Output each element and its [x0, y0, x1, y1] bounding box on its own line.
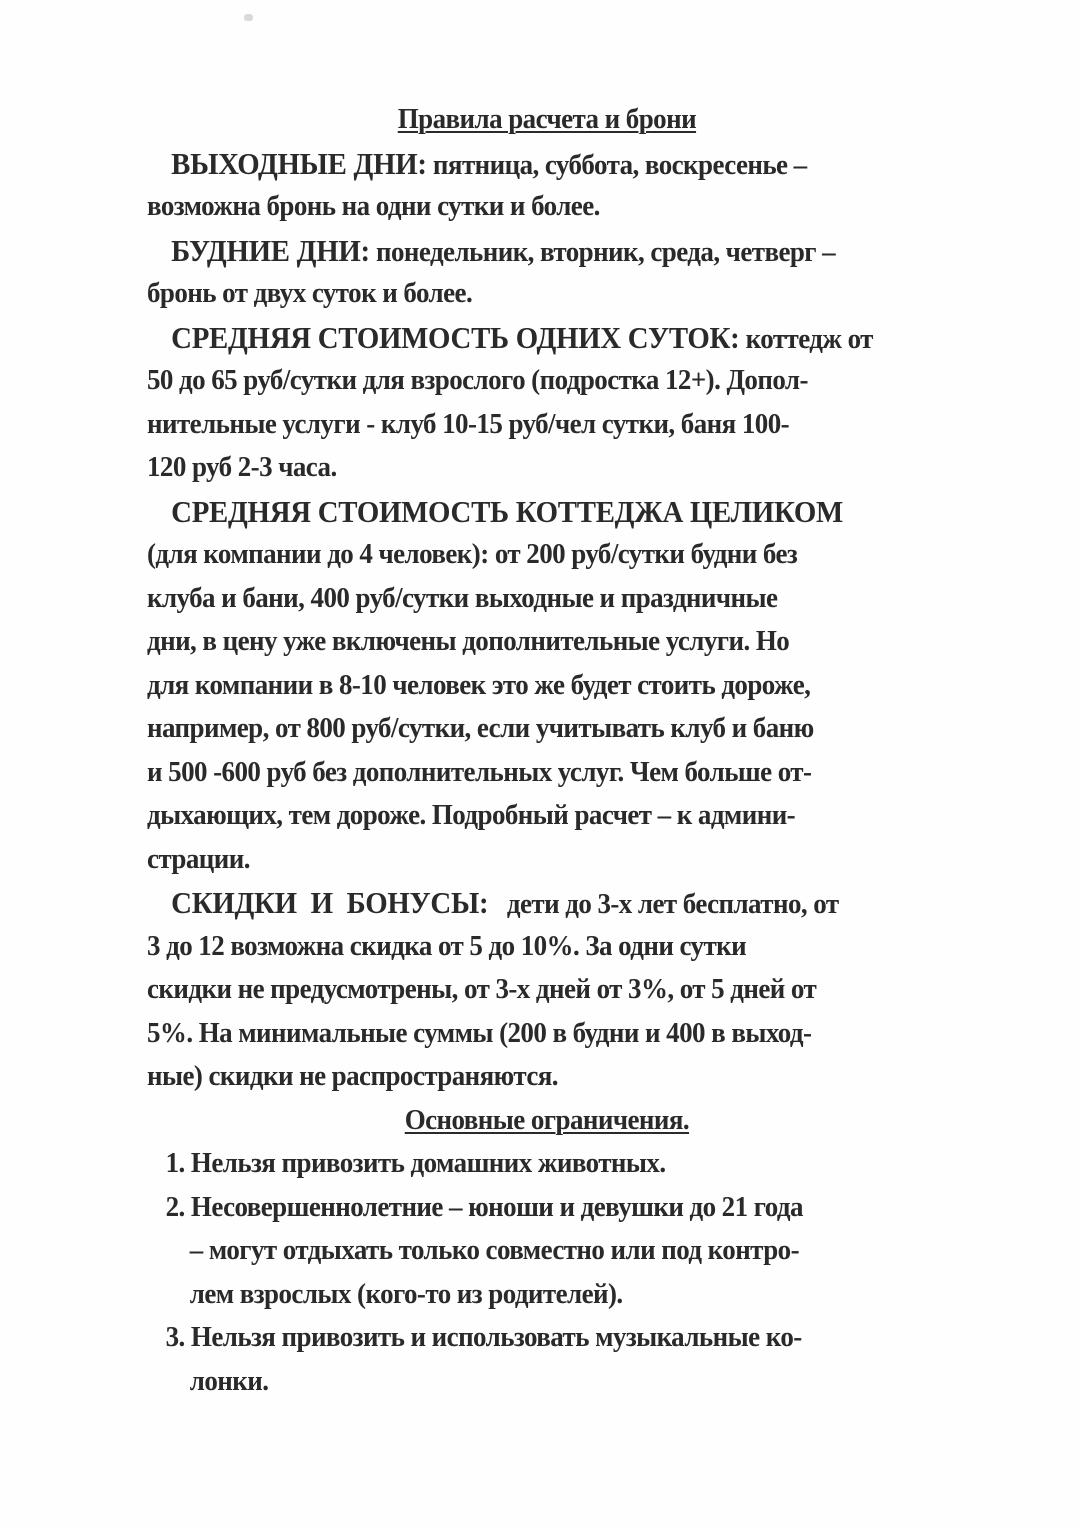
- section-line: [147, 490, 947, 534]
- restriction-item: [147, 1316, 947, 1360]
- section-line: скидки не предусмотрены, от 3-х дней от 3%, от 5 дней от: [147, 973, 817, 1005]
- restriction-continuation: лем взрослых (кого-то из родителей).: [189, 1277, 623, 1310]
- section-line: бронь от двух суток и более.: [147, 277, 473, 309]
- section-line: возможна бронь на одни сутки и более.: [147, 190, 600, 222]
- section-line: нительные услуги - клуб 10-15 руб/чел сутки, баня 100-: [147, 407, 790, 440]
- section-line: дыхающих, тем дороже. Подробный расчет – к админи-: [147, 799, 796, 831]
- section-line: дни, в цену уже включены дополнительные услуги. Но: [147, 625, 790, 657]
- restriction-text: Нельзя привозить домашних животных.: [190, 1147, 666, 1179]
- section-text: коттедж от: [739, 322, 873, 355]
- section-heading: ВЫХОДНЫЕ ДНИ:: [171, 145, 427, 181]
- restrictions-title: Основные ограничения.: [404, 1103, 690, 1136]
- section-weekends: [147, 142, 947, 229]
- restriction-continuation: – могут отдыхать только совместно или под контро-: [189, 1234, 799, 1266]
- section-daily-cost: [147, 316, 947, 490]
- section-cottage-cost: [147, 490, 947, 882]
- restriction-text: Несовершеннолетние – юноши и девушки до 21 года: [190, 1190, 803, 1223]
- section-heading: БУДНИЕ ДНИ:: [171, 232, 370, 268]
- section-weekdays: [147, 229, 947, 316]
- restriction-item: [147, 1186, 947, 1230]
- section-line: [147, 142, 947, 186]
- restriction-number: 2.: [165, 1190, 185, 1223]
- restriction-text: Нельзя привозить и использовать музыкальные ко-: [184, 1321, 802, 1353]
- restriction-continuation: лонки.: [189, 1364, 269, 1397]
- section-line: ные) скидки не распространяются.: [147, 1060, 558, 1092]
- restriction-item: [147, 1142, 947, 1186]
- section-heading: СКИДКИ И БОНУСЫ:: [171, 885, 489, 920]
- section-discounts: [147, 881, 947, 1099]
- section-line: 50 до 65 руб/сутки для взрослого (подростка 12+). Допол-: [147, 364, 808, 396]
- section-line: 120 руб 2-3 часа.: [147, 451, 337, 483]
- document-title: Правила расчета и брони: [397, 103, 697, 135]
- section-text: понедельник, вторник, среда, четверг –: [369, 235, 836, 268]
- document-body: [147, 98, 947, 1403]
- section-line: [147, 229, 947, 273]
- section-heading: СРЕДНЯЯ СТОИМОСТЬ ОДНИХ СУТОК:: [171, 319, 740, 355]
- section-line: 3 до 12 возможна скидка от 5 до 10%. За одни сутки: [147, 929, 747, 962]
- section-text: дети до 3-х лет бесплатно, от: [488, 888, 839, 920]
- section-heading: СРЕДНЯЯ СТОИМОСТЬ КОТТЕДЖА ЦЕЛИКОМ: [171, 493, 843, 529]
- section-line: и 500 -600 руб без дополнительных услуг. Чем больше от-: [147, 755, 812, 788]
- section-line: [147, 316, 947, 360]
- restriction-number: 1.: [165, 1147, 185, 1179]
- section-line: страции.: [147, 842, 250, 875]
- section-text: пятница, суббота, воскресенье –: [426, 148, 807, 181]
- restriction-number: 3.: [165, 1321, 185, 1353]
- restrictions-section: [147, 1099, 947, 1404]
- section-line: (для компании до 4 человек): от 200 руб/сутки будни без: [147, 538, 798, 570]
- scan-speck: [244, 14, 253, 21]
- section-line: 5%. На минимальные суммы (200 в будни и 400 в выход-: [147, 1016, 812, 1049]
- section-line: для компании в 8-10 человек это же будет стоить дороже,: [147, 668, 811, 701]
- section-line: клуба и бани, 400 руб/сутки выходные и праздничные: [147, 581, 778, 614]
- section-line: [147, 881, 947, 925]
- section-line: например, от 800 руб/сутки, если учитывать клуб и баню: [147, 712, 814, 744]
